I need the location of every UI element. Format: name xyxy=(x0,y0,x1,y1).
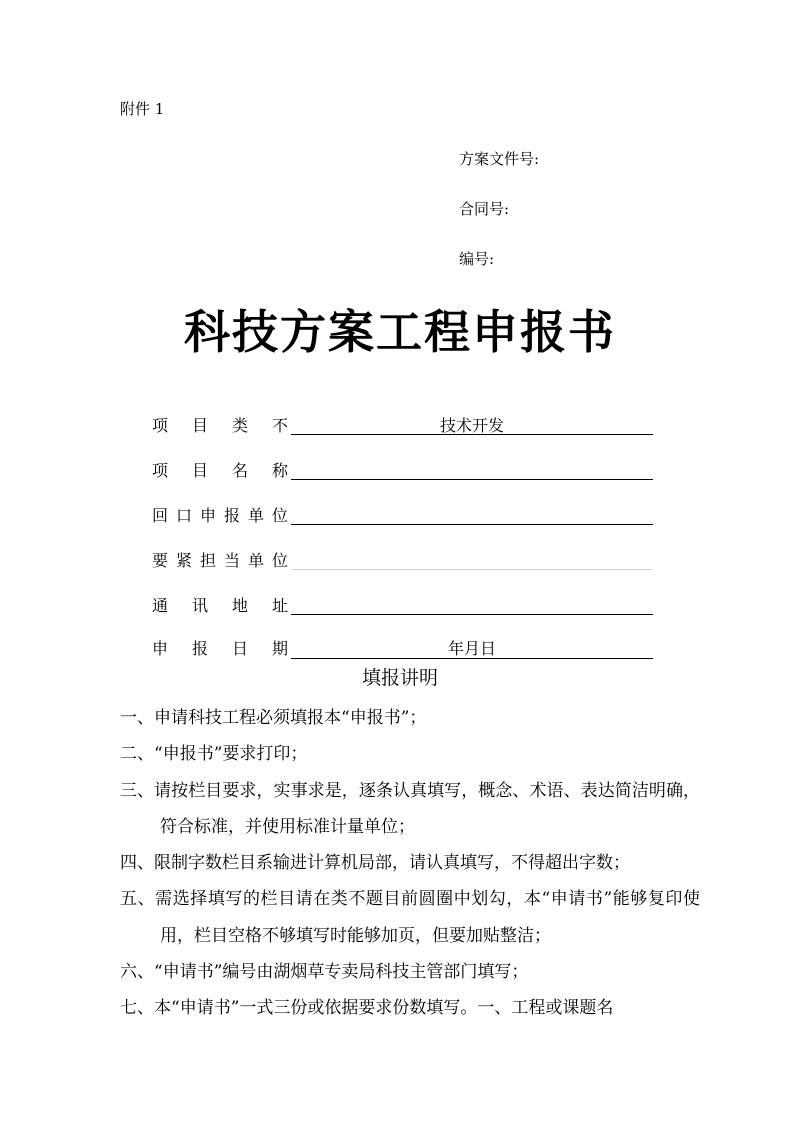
project-category-label xyxy=(152,413,288,436)
application-date-field[interactable] xyxy=(291,658,653,659)
label-char: 类 xyxy=(231,416,248,435)
label-char: 位 xyxy=(271,551,288,570)
project-category-field[interactable] xyxy=(291,434,653,435)
label-char: 不 xyxy=(271,416,288,435)
responsible-unit-label xyxy=(152,548,288,571)
application-date-value: 年月日 xyxy=(447,639,496,658)
plan-file-number-label: 方案文件号: xyxy=(459,150,540,168)
instruction-item: 一、申请科技工程必须填报本“申报书”； xyxy=(120,708,427,728)
label-char: 单 xyxy=(247,506,264,525)
applying-unit-label xyxy=(152,503,288,526)
label-char: 通 xyxy=(152,596,169,615)
label-char: 项 xyxy=(152,416,169,435)
label-char: 担 xyxy=(199,551,216,570)
instruction-item: 四、限制字数栏目系输进计算机局部，请认真填写，不得超出字数； xyxy=(120,853,630,874)
label-char: 称 xyxy=(271,461,288,480)
label-char: 回 xyxy=(152,506,169,525)
label-char: 紧 xyxy=(175,551,192,570)
instruction-item: 七、本“申请书”一式三份或依据要求份数填写。一、工程或课题名 xyxy=(120,998,614,1019)
label-char: 地 xyxy=(231,596,248,615)
label-char: 讯 xyxy=(191,596,208,615)
label-char: 口 xyxy=(175,506,192,525)
project-category-value: 技术开发 xyxy=(439,416,504,435)
label-char: 报 xyxy=(223,506,240,525)
label-char: 要 xyxy=(152,551,169,570)
label-char: 目 xyxy=(191,461,208,480)
instruction-item: 五、需选择填写的栏目请在类不题目前圆圈中划勾，本“申请书”能够复印使用，栏目空格不够填写时能够加页，但要加贴整洁； xyxy=(120,889,700,946)
application-date-label xyxy=(152,636,288,659)
label-char: 址 xyxy=(271,596,288,615)
attachment-label: 附件 1 xyxy=(120,100,165,118)
label-char: 日 xyxy=(231,639,248,658)
label-char: 申 xyxy=(152,639,169,658)
label-char: 目 xyxy=(191,416,208,435)
label-char: 期 xyxy=(271,639,288,658)
project-name-label xyxy=(152,458,288,481)
instructions-title: 填报讲明 xyxy=(361,667,438,689)
project-name-field[interactable] xyxy=(291,479,653,480)
serial-number-label: 编号: xyxy=(459,250,495,268)
applying-unit-field[interactable] xyxy=(291,524,653,525)
instructions-list xyxy=(120,700,700,1027)
label-char: 项 xyxy=(152,461,169,480)
address-field[interactable] xyxy=(291,614,653,615)
label-char: 名 xyxy=(231,461,248,480)
label-char: 单 xyxy=(247,551,264,570)
responsible-unit-field[interactable] xyxy=(291,569,653,570)
instruction-item: 三、请按栏目要求，实事求是，逐条认真填写，概念、术语、表达简洁明确，符合标准，并使用标准计量单位； xyxy=(120,780,700,837)
document-title: 科技方案工程申报书 xyxy=(184,305,616,359)
label-char: 当 xyxy=(223,551,240,570)
label-char: 报 xyxy=(191,639,208,658)
instruction-item: 二、“申报书”要求打印； xyxy=(120,744,308,765)
contract-number-label: 合同号: xyxy=(459,200,510,218)
label-char: 申 xyxy=(199,506,216,525)
address-label xyxy=(152,593,288,616)
instruction-item: 六、“申请书”编号由湖烟草专卖局科技主管部门填写； xyxy=(120,962,529,983)
label-char: 位 xyxy=(271,506,288,525)
